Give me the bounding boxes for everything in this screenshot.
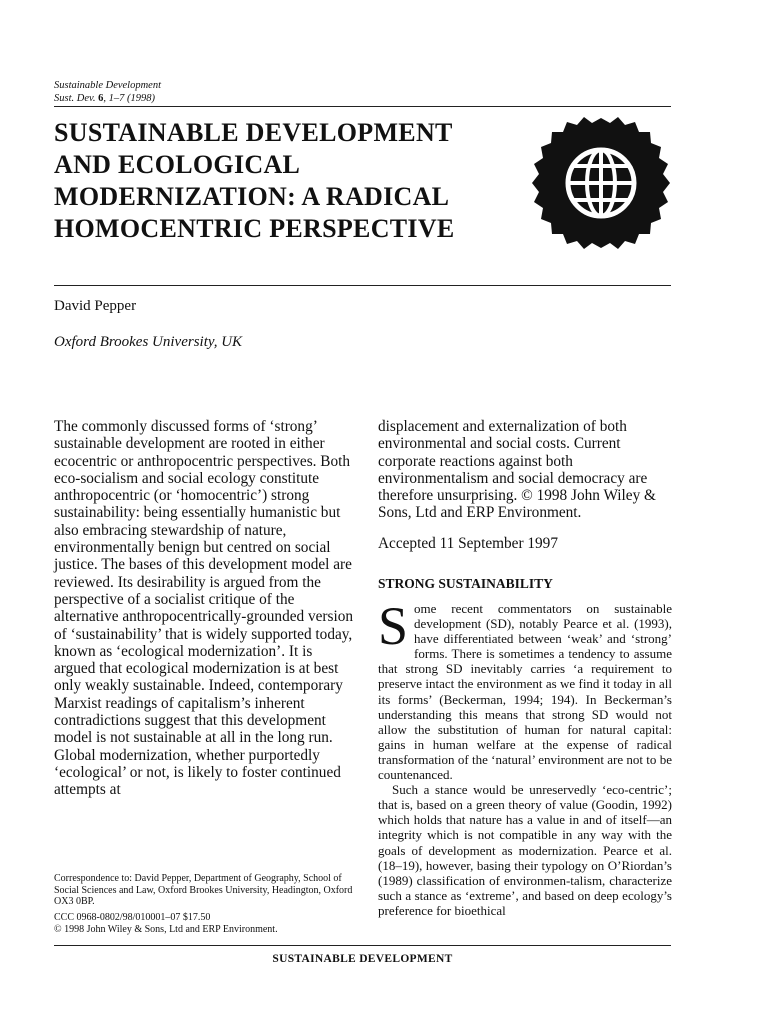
section-heading: STRONG SUSTAINABILITY: [378, 576, 553, 591]
volume-number: 6: [98, 93, 104, 104]
accepted-date: Accepted 11 September 1997: [378, 535, 558, 552]
body-paragraph-1: [378, 596, 672, 783]
journal-header: [54, 79, 161, 105]
globe-icon: [530, 112, 672, 254]
citation-prefix: Sust. Dev.: [54, 93, 96, 104]
copyright-note: [54, 912, 354, 935]
body-paragraph-2: Such a stance would be unreservedly ‘eco-centric’; that is, based on a green theory of value (Goodin, 1992) which holds that nature has a value in and of itself—an integrity which is not compatible in any way with the goals of development as modernization. Pearce et al. (18–19), however, basing their typology on O’Riordan’s (1989) classification of environmen-talism, characterize such a stance as ‘extreme’, and based on deep ecology’s preference for bioethical: [378, 782, 672, 918]
drop-cap: S: [378, 596, 409, 656]
correspondence-note: Correspondence to: David Pepper, Department of Geography, School of Social Sciences and Law, Oxford Brookes University, Headington, Oxford OX3 0BP.: [54, 873, 353, 908]
author-name: David Pepper: [54, 298, 137, 314]
journal-name: Sustainable Development: [54, 80, 162, 91]
author-affiliation: Oxford Brookes University, UK: [54, 334, 243, 350]
journal-citation: [54, 92, 161, 105]
abstract-right-column: displacement and externalization of both environmental and social costs. Current corporate reactions against both environmentalism and social democracy are therefore unsurprising. © 1998 John Wiley & Sons, Ltd and ERP Environment.: [378, 418, 656, 522]
title-rule: [54, 285, 671, 286]
footer-rule: [54, 945, 671, 946]
copyright-notice: © 1998 John Wiley & Sons, Ltd and ERP Environment.: [54, 923, 278, 935]
body-text: [378, 596, 672, 918]
running-footer: SUSTAINABLE DEVELOPMENT: [272, 953, 453, 965]
body-paragraph-1-text: ome recent commentators on sustainable development (SD), notably Pearce et al. (1993), have differentiated between ‘weak’ and ‘strong’ forms. There is sometimes a tendency to assume that strong SD inevitably carries ‘a requirement to preserve intact the environment as we find it today in all its forms’ (Beckerman, 1994; 194). In Beckerman’s understanding this means that strong SD would not allow the substitution of human for natural capital: gains in human welfare at the expense of radical transformation of the ‘natural’ environment are not to be countenanced.: [378, 601, 672, 783]
abstract-left-column: The commonly discussed forms of ‘strong’ sustainable development are rooted in either ecocentric or anthropocentric perspectives. Both eco-socialism and social ecology constitute anthropocentric (or ‘homocentric’) strong sustainability: being essentially humanistic but also embracing stewardship of nature, environmentally benign but centred on social justice. The bases of this development model are reviewed. Its desirability is argued from the perspective of a socialist critique of the alternative anthropocentrically-grounded version of ‘sustainability’ that is widely supported today, known as ‘ecological modernization’. It is argued that ecological modernization is at best only weakly sustainable. Indeed, contemporary Marxist readings of capitalism’s inherent contradictions suggest that this development model is not sustainable at all in the long run. Global modernization, whether purportedly ‘ecological’ or not, is likely to foster continued attempts at: [54, 418, 354, 799]
header-rule: [54, 106, 671, 107]
ccc-code: CCC 0968-0802/98/010001–07 $17.50: [54, 912, 211, 923]
citation-suffix: , 1–7 (1998): [103, 93, 156, 104]
article-title: SUSTAINABLE DEVELOPMENT AND ECOLOGICAL MODERNIZATION: A RADICAL HOMOCENTRIC PERSPECTIVE: [54, 118, 455, 243]
